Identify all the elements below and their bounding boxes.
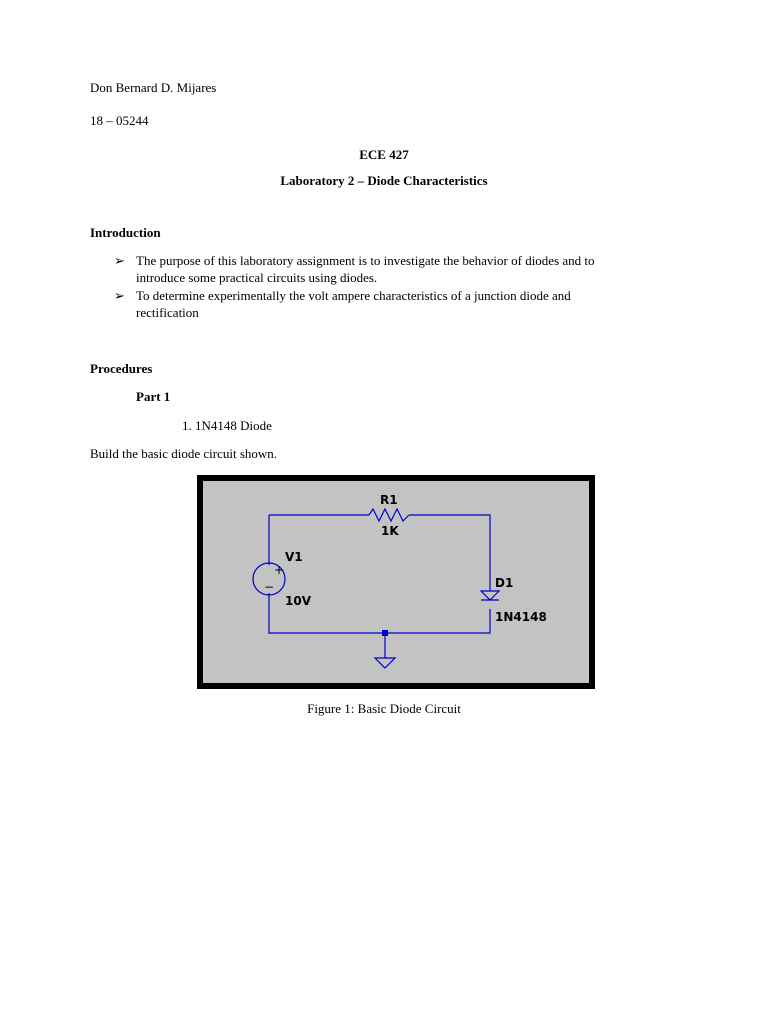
procedure-step: 1. 1N4148 Diode	[182, 418, 272, 433]
source-name-label: V1	[285, 550, 303, 564]
bullet-1-line-1: The purpose of this laboratory assignment is to investigate the behavior of diodes and to	[136, 253, 595, 268]
junction-node	[382, 630, 388, 636]
circuit-figure-background	[203, 481, 589, 683]
author-name: Don Bernard D. Mijares	[90, 80, 217, 95]
figure-caption: Figure 1: Basic Diode Circuit	[307, 701, 461, 716]
diode-d1-symbol	[481, 591, 499, 600]
diode-model-label: 1N4148	[495, 610, 547, 624]
document-title: Laboratory 2 – Diode Characteristics	[280, 173, 488, 188]
part-heading: Part 1	[136, 389, 171, 404]
introduction-heading: Introduction	[90, 225, 161, 240]
bullet-2-line-1: To determine experimentally the volt ampere characteristics of a junction diode and	[136, 288, 571, 303]
bullet-arrow-icon: ➢	[114, 253, 125, 268]
source-minus-sign: −	[264, 580, 275, 594]
bullet-2-line-2: rectification	[136, 305, 199, 320]
diode-name-label: D1	[495, 576, 514, 590]
student-id: 18 – 05244	[90, 113, 149, 128]
wire-top-right	[409, 515, 490, 591]
resistor-r1-symbol	[369, 509, 409, 521]
procedure-instruction: Build the basic diode circuit shown.	[90, 446, 278, 461]
resistor-name-label: R1	[380, 493, 398, 507]
basic-diode-circuit-diagram	[203, 481, 589, 683]
resistor-value-label: 1K	[381, 524, 399, 538]
circuit-figure-frame	[197, 475, 595, 689]
bullet-1-line-2: introduce some practical circuits using diodes.	[136, 270, 378, 285]
course-code: ECE 427	[359, 147, 409, 162]
procedures-heading: Procedures	[90, 361, 153, 376]
source-value-label: 10V	[285, 594, 311, 608]
source-plus-sign: +	[274, 563, 285, 577]
ground-symbol	[375, 658, 395, 668]
bullet-arrow-icon: ➢	[114, 288, 125, 303]
